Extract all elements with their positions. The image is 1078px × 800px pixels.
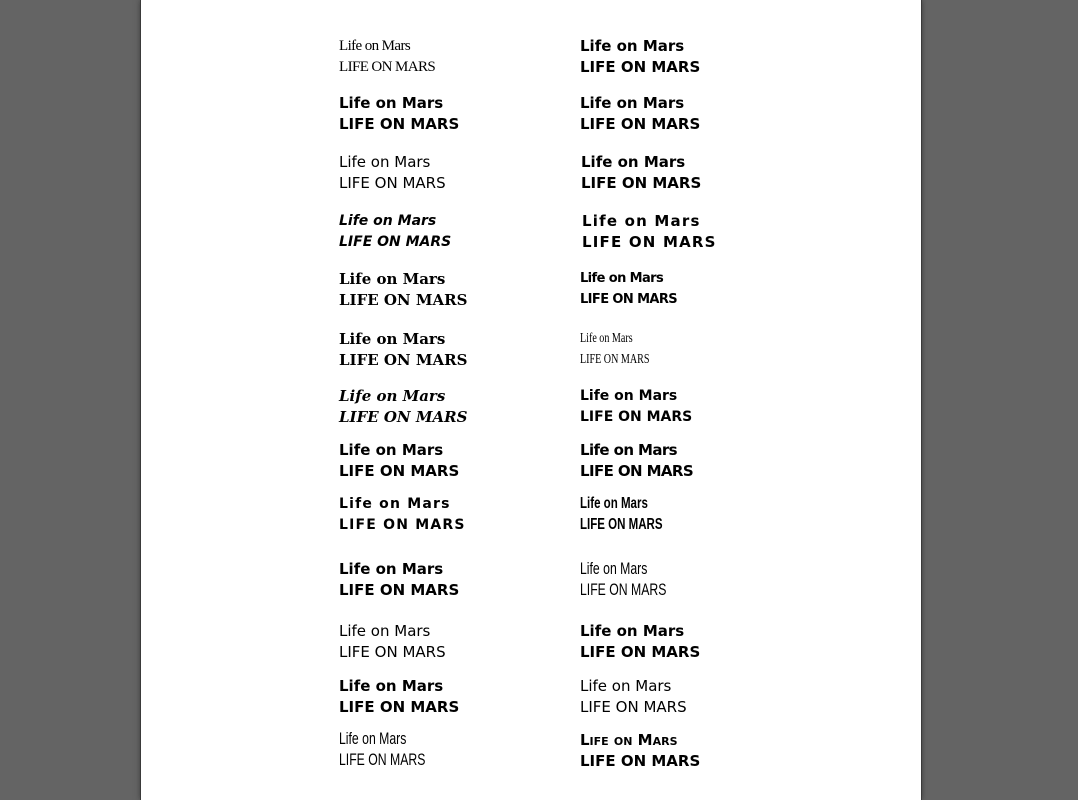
specimen-title-case: Life on Mars — [580, 441, 678, 459]
specimen-uppercase: LIFE ON MARS — [580, 752, 701, 770]
font-specimen — [580, 386, 692, 428]
specimen-title-case: Life on Mars — [339, 387, 446, 405]
specimen-title-case: Life on Mars — [339, 677, 444, 695]
specimen-uppercase: LIFE ON MARS — [580, 462, 694, 480]
document-page — [141, 0, 921, 800]
font-specimen — [339, 152, 446, 194]
font-specimen — [339, 36, 435, 78]
specimen-title-case: Life on Mars — [580, 677, 672, 695]
specimen-uppercase: LIFE ON MARS — [339, 643, 446, 661]
specimen-title-case: Life on Mars — [580, 559, 648, 578]
specimen-title-case: Life on Mars — [580, 271, 664, 286]
specimen-uppercase: LIFE ON MARS — [580, 643, 701, 661]
font-specimen — [339, 211, 451, 253]
specimen-title-case: Life on Mars — [581, 153, 686, 171]
specimen-title-case: Life on Mars — [580, 622, 685, 640]
specimen-uppercase: LIFE ON MARS — [339, 115, 460, 133]
specimen-uppercase: LIFE ON MARS — [580, 58, 701, 76]
font-specimen — [582, 211, 717, 253]
specimen-uppercase: LIFE ON MARS — [339, 408, 468, 426]
specimen-title-case: Life on Mars — [339, 330, 446, 348]
specimen-uppercase: LIFE ON MARS — [339, 581, 460, 599]
font-specimen — [339, 440, 459, 482]
font-specimen — [339, 621, 446, 663]
font-specimen — [580, 621, 700, 663]
specimen-title-case: Life on Mars — [339, 496, 451, 512]
specimen-title-case: Life on Mars — [580, 37, 685, 55]
font-specimen — [580, 676, 687, 718]
specimen-uppercase: LIFE ON MARS — [339, 750, 426, 769]
specimen-title-case: Life on Mars — [580, 731, 678, 749]
specimen-uppercase: LIFE ON MARS — [580, 115, 701, 133]
specimen-title-case: Life on Mars — [582, 212, 701, 230]
specimen-title-case: Life on Mars — [339, 153, 431, 171]
font-specimen — [339, 676, 459, 718]
font-specimen — [339, 329, 467, 371]
font-specimen — [580, 730, 700, 772]
specimen-uppercase: LIFE ON MARS — [580, 409, 693, 425]
font-specimen — [580, 440, 693, 482]
specimen-title-case: Life on Mars — [339, 441, 444, 459]
font-specimen — [580, 559, 700, 601]
specimen-title-case: Life on Mars — [580, 388, 678, 404]
specimen-uppercase: LIFE ON MARS — [339, 291, 468, 309]
specimen-uppercase: LIFE ON MARS — [339, 351, 468, 369]
font-specimen — [580, 269, 677, 311]
specimen-uppercase: LIFE ON MARS — [339, 698, 460, 716]
font-specimen — [339, 729, 459, 771]
specimen-title-case: Life on Mars — [580, 495, 648, 512]
font-specimen — [339, 559, 459, 601]
specimen-uppercase: LIFE ON MARS — [339, 59, 436, 75]
font-specimen — [581, 152, 701, 194]
specimen-uppercase: LIFE ON MARS — [339, 462, 460, 480]
specimen-title-case: Life on Mars — [580, 331, 633, 346]
font-specimen — [580, 36, 700, 78]
specimen-title-case: Life on Mars — [339, 270, 446, 288]
specimen-uppercase: LIFE ON MARS — [580, 516, 663, 533]
specimen-title-case: Life on Mars — [339, 622, 431, 640]
specimen-uppercase: LIFE ON MARS — [580, 698, 687, 716]
font-specimen — [580, 93, 700, 135]
specimen-title-case: Life on Mars — [339, 729, 407, 748]
font-specimen — [339, 386, 467, 428]
specimen-uppercase: LIFE ON MARS — [582, 233, 717, 251]
specimen-uppercase: LIFE ON MARS — [339, 517, 466, 533]
specimen-uppercase: LIFE ON MARS — [339, 234, 452, 250]
specimen-uppercase: LIFE ON MARS — [580, 580, 667, 599]
specimen-title-case: Life on Mars — [339, 213, 437, 229]
specimen-title-case: Life on Mars — [339, 560, 444, 578]
font-specimen — [339, 269, 467, 311]
specimen-title-case: Life on Mars — [339, 38, 411, 54]
specimen-uppercase: LIFE ON MARS — [581, 174, 702, 192]
specimen-uppercase: LIFE ON MARS — [580, 292, 678, 307]
font-specimen — [339, 93, 459, 135]
specimen-uppercase: LIFE ON MARS — [339, 174, 446, 192]
specimen-uppercase: LIFE ON MARS — [580, 352, 650, 367]
font-specimen — [339, 494, 466, 536]
font-specimen — [580, 494, 695, 536]
specimen-title-case: Life on Mars — [580, 94, 685, 112]
specimen-title-case: Life on Mars — [339, 94, 444, 112]
font-specimen — [580, 329, 676, 371]
